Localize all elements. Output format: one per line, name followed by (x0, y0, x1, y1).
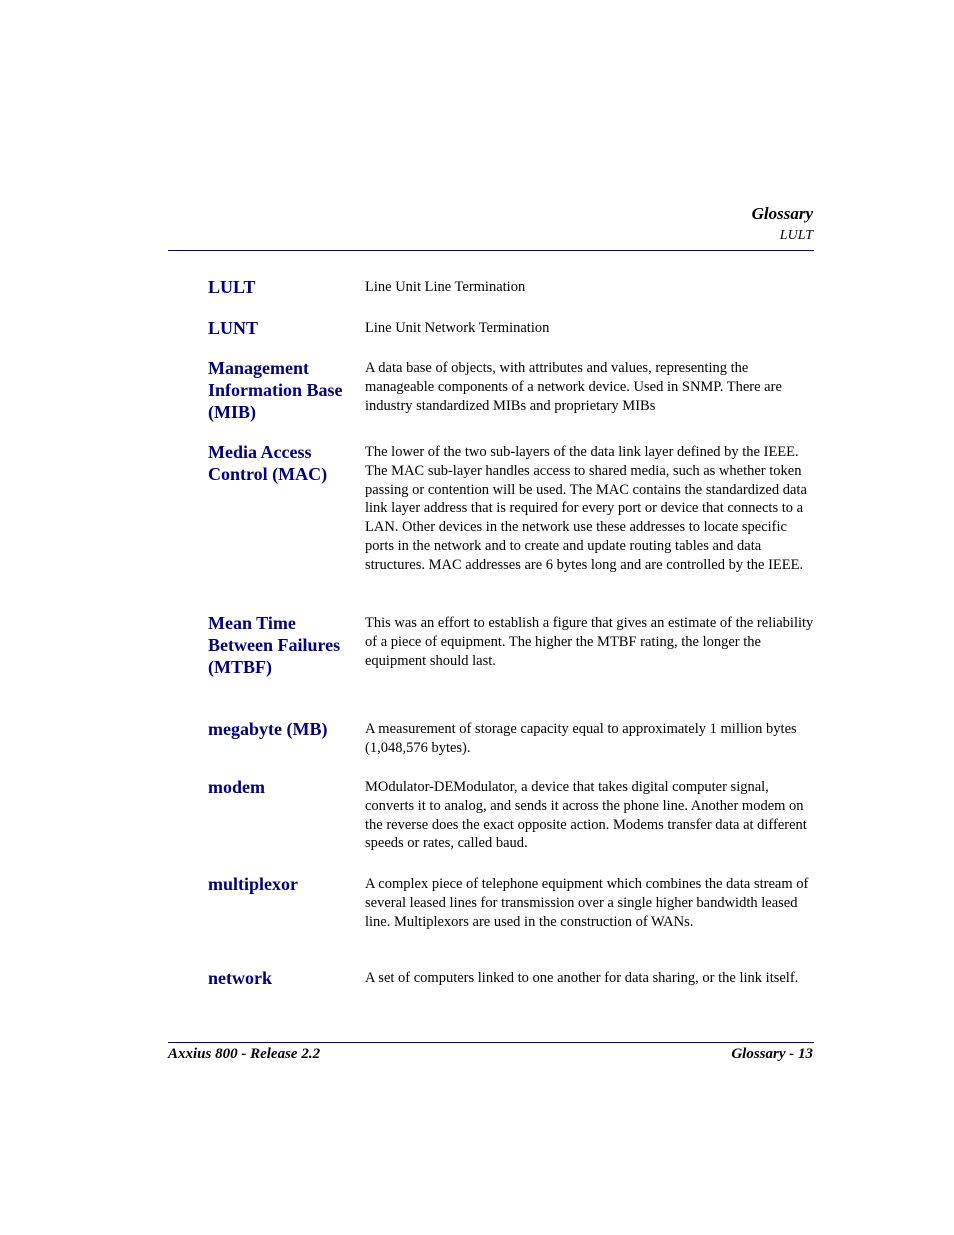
glossary-entries (208, 276, 814, 1017)
glossary-definition: MOdulator-DEModulator, a device that takes digital computer signal, converts it to analog, and sends it across the phone line. Another modem on the reverse does the exact opposite action. Modems transfer data at different speeds or rates, called baud. (365, 779, 807, 852)
glossary-definition: Line Unit Network Termination (365, 320, 550, 336)
glossary-entry (208, 612, 814, 718)
glossary-term: megabyte (MB) (208, 719, 328, 739)
glossary-term: multiplexor (208, 874, 298, 894)
glossary-entry (208, 967, 814, 1017)
glossary-entry (208, 776, 814, 873)
glossary-entry (208, 317, 814, 357)
glossary-entry (208, 873, 814, 967)
glossary-definition: A measurement of storage capacity equal to approximately 1 million bytes (1,048,576 bytes). (365, 721, 797, 756)
glossary-term: Media Access Control (MAC) (208, 442, 328, 484)
running-header-title: Glossary (751, 204, 813, 223)
glossary-definition: The lower of the two sub-layers of the data link layer defined by the IEEE. The MAC sub-layer handles access to shared media, such as whether token passing or contention will be used. The MAC contains the standardized data link layer address that is required for every port or device that connects to a LAN. Other devices in the network use these addresses to locate specific ports in the network and to create and update routing tables and data structures. MAC addresses are 6 bytes long and are controlled by the IEEE. (365, 444, 807, 573)
glossary-entry (208, 357, 814, 441)
glossary-definition: This was an effort to establish a figure that gives an estimate of the reliability of a piece of equipment. The higher the MTBF rating, the longer the equipment should last. (365, 615, 814, 669)
glossary-term: LUNT (208, 318, 259, 338)
glossary-definition: A complex piece of telephone equipment which combines the data stream of several leased lines for transmission over a single higher bandwidth leased line. Multiplexors are used in the construction of WANs. (365, 876, 809, 930)
glossary-term: modem (208, 777, 265, 797)
running-header-subtitle: LULT (779, 228, 813, 243)
glossary-entry (208, 718, 814, 776)
footer-document-title: Axxius 800 - Release 2.2 (168, 1046, 321, 1062)
glossary-term: network (208, 968, 272, 988)
footer-rule (168, 1042, 814, 1043)
header-rule (168, 250, 814, 251)
glossary-term: Mean Time Between Failures (MTBF) (208, 613, 341, 677)
glossary-term: Management Information Base (MIB) (208, 358, 343, 422)
glossary-definition: A data base of objects, with attributes and values, representing the manageable components of a network device. Used in SNMP. There are industry standardized MIBs and proprietary MIBs (365, 360, 782, 414)
glossary-definition: A set of computers linked to one another for data sharing, or the link itself. (365, 970, 799, 986)
footer-page-number: Glossary - 13 (731, 1046, 813, 1062)
glossary-term: LULT (208, 277, 256, 297)
glossary-entry (208, 276, 814, 317)
glossary-definition: Line Unit Line Termination (365, 279, 526, 295)
glossary-entry (208, 441, 814, 612)
